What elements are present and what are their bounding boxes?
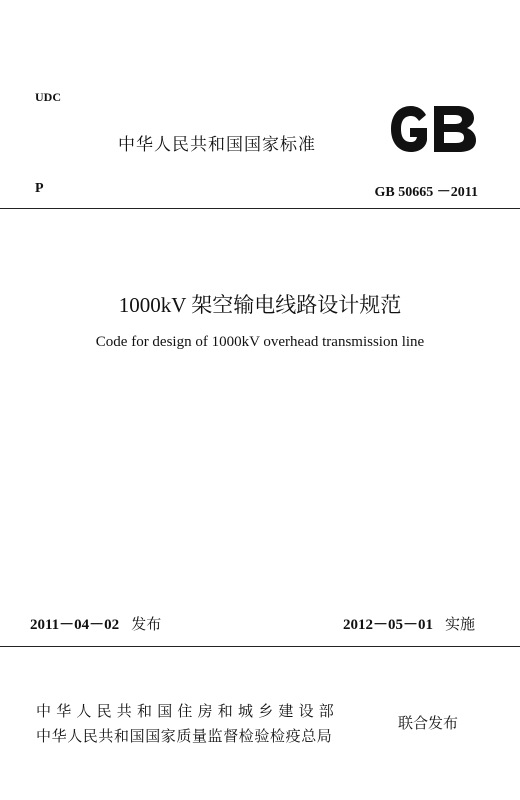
implement-date-line	[343, 613, 475, 634]
issue-date: 2011－04－02	[30, 617, 120, 633]
joint-publish-label: 联合发布	[398, 714, 459, 732]
classification-code: P	[35, 181, 44, 196]
gb-logo	[386, 101, 480, 157]
standard-number: GB 50665 －2011	[374, 185, 478, 200]
national-standard-title: 中华人民共和国国家标准	[118, 135, 316, 155]
udc-label: UDC	[35, 90, 61, 104]
top-divider	[0, 208, 520, 209]
implement-label: 实施	[444, 615, 475, 633]
title-chinese: 1000kV 架空输电线路设计规范	[118, 293, 402, 317]
bottom-divider	[0, 646, 520, 647]
publisher-aqsiq: 中华人民共和国国家质量监督检验检疫总局	[36, 727, 333, 745]
issue-label: 发布	[131, 615, 162, 633]
publisher-ministry: 中华人民共和国住房和城乡建设部	[36, 702, 340, 720]
implement-date: 2012－05－01	[342, 617, 433, 633]
title-english: Code for design of 1000kV overhead transmission line	[95, 334, 425, 350]
issue-date-line	[30, 613, 161, 634]
